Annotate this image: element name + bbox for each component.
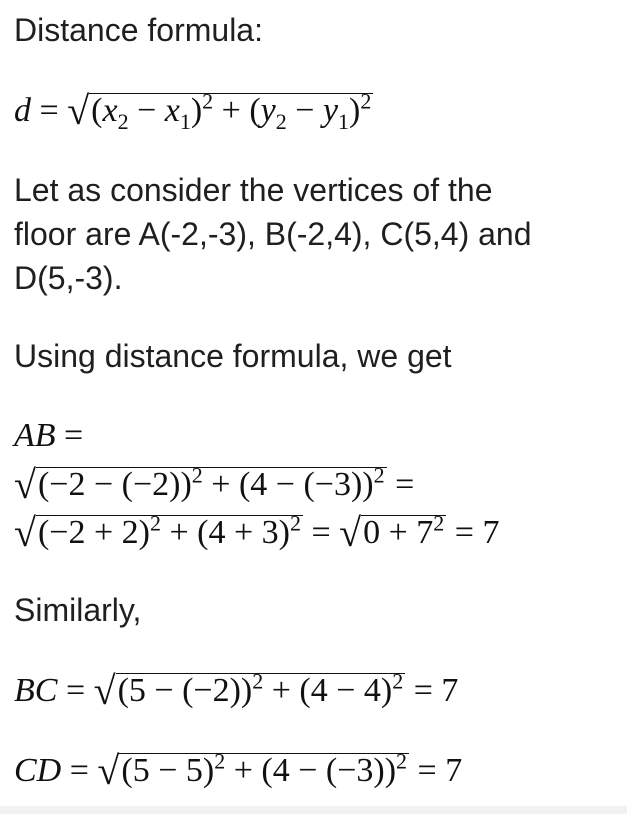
heading-text: Distance formula:: [14, 12, 263, 48]
similarly-text: Similarly,: [14, 592, 142, 628]
ab-formula-line-2: $√(-2 - (-2))^2 + (4 - (-3))^2$ =: [14, 462, 415, 507]
bc-formula: BC = $√(5 - (-2))^2 + (4 - 4)^2 = 7$: [14, 668, 459, 713]
using-formula-text: Using distance formula, we get: [14, 338, 452, 374]
cd-formula: CD = $√(5 - 5)^2 + (4 - (-3))^2 = 7$: [14, 748, 463, 793]
distance-formula: $d = √(x_2 - x_1)^2 + (y_2 - y_1)^2$: [14, 88, 372, 134]
ab-formula-line-3: $√(-2 + 2)^2 + (4 + 3)^2 = √0 + 7^2 = 7$: [14, 510, 500, 555]
ab-formula-line-1: AB =: [14, 417, 84, 454]
vertices-text-line-1: Let as consider the vertices of the: [14, 172, 493, 208]
bottom-divider: [0, 806, 627, 814]
vertices-text-line-3: D(5,-3).: [14, 260, 123, 296]
vertices-text-line-2: floor are A(-2,-3), B(-2,4), C(5,4) and: [14, 216, 532, 252]
